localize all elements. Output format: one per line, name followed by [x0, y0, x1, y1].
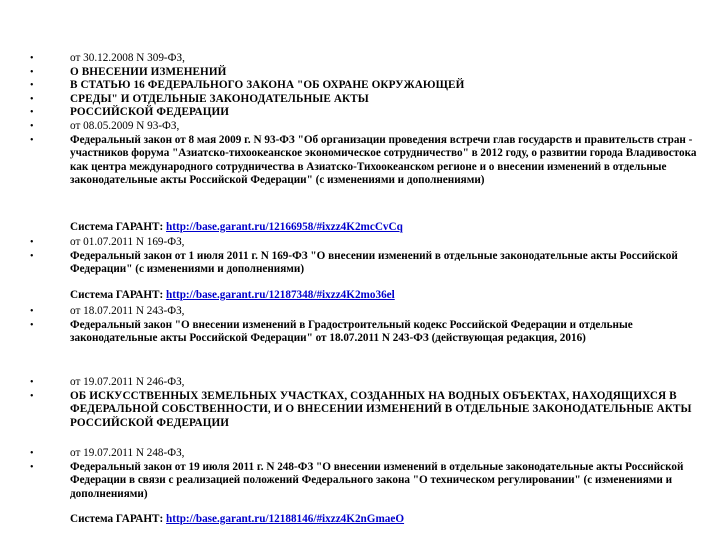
list-item-text: РОССИЙСКОЙ ФЕДЕРАЦИИ	[70, 106, 230, 119]
list-item	[30, 447, 712, 461]
law-list-group-2	[30, 236, 712, 277]
garant-link[interactable]: http://base.garant.ru/12187348/#ixzz4K2mo36el	[166, 289, 395, 301]
law-list-group-5	[30, 447, 712, 501]
list-item-text: от 19.07.2011 N 246-ФЗ,	[70, 376, 185, 388]
law-list-group-4	[30, 376, 712, 430]
list-item	[30, 305, 712, 319]
garant-reference-2	[70, 289, 395, 303]
bullet-icon: •	[30, 134, 34, 146]
list-item-text: ОБ ИСКУССТВЕННЫХ ЗЕМЕЛЬНЫХ УЧАСТКАХ, СОЗДАННЫХ НА ВОДНЫХ ОБЪЕКТАХ, НАХОДЯЩИХСЯ В ФЕДЕРАЛЬНОЙ СОБСТВЕННОСТИ, И О ВНЕСЕНИИ ИЗМЕНЕНИЙ В ОТДЕЛЬНЫЕ ЗАКОНОДАТЕЛЬНЫЕ АКТЫ РОССИЙСКОЙ ФЕДЕРАЦИИ	[70, 389, 692, 429]
garant-label: Система ГАРАНТ:	[70, 513, 167, 525]
list-item-text: Федеральный закон от 19 июля 2011 г. N 248-ФЗ "О внесении изменений в отдельные законодательные акты Российской Федерации в связи с реализацией положений Федерального закона "О техническом регулировании" (с изменениями и дополнениями)	[70, 460, 684, 500]
list-item-text: от 30.12.2008 N 309-ФЗ,	[70, 52, 185, 64]
list-item	[30, 93, 712, 107]
list-item-text: О ВНЕСЕНИИ ИЗМЕНЕНИЙ	[70, 65, 227, 78]
bullet-icon: •	[30, 377, 34, 388]
list-item-text: Федеральный закон от 8 мая 2009 г. N 93-ФЗ "Об организации проведения встречи глав государств и правительств стран - участников форума "Азиатско-тихоокеанское экономическое сотрудничество" в 2012 году, о развитии города Владивостока как центра международного сотрудничества в Азиатско-Тихоокеанском регионе и о внесении изменений в отдельные законодательные акты Российской Федерации" (с изменениями и дополнениями)	[70, 133, 697, 187]
list-item-text: Федеральный закон от 1 июля 2011 г. N 169-ФЗ "О внесении изменений в отдельные законодательные акты Российской Федерации" (с изменениями и дополнениями)	[70, 249, 678, 276]
list-item	[30, 106, 712, 120]
list-item-text: Федеральный закон "О внесении изменений в Градостроительный кодекс Российской Федерации и отдельные законодательные акты Российской Федерации" от 18.07.2011 N 243-ФЗ (действующая редакция, 2016)	[70, 318, 633, 345]
list-item-text: от 18.07.2011 N 243-ФЗ,	[70, 305, 185, 317]
law-list-group-3	[30, 305, 712, 346]
list-item	[30, 236, 712, 250]
garant-label: Система ГАРАНТ:	[70, 289, 167, 301]
list-item	[30, 120, 712, 134]
bullet-icon: •	[30, 66, 34, 78]
list-item	[30, 66, 712, 80]
bullet-icon: •	[30, 93, 34, 105]
list-item	[30, 250, 712, 277]
list-item	[30, 319, 712, 346]
bullet-icon: •	[30, 120, 34, 132]
list-item-text: от 19.07.2011 N 248-ФЗ,	[70, 447, 185, 459]
bullet-icon: •	[30, 306, 34, 317]
list-item	[30, 52, 712, 66]
bullet-icon: •	[30, 390, 34, 402]
list-item	[30, 79, 712, 93]
list-item	[30, 376, 712, 390]
bullet-icon: •	[30, 107, 34, 119]
garant-reference-1	[70, 221, 403, 235]
bullet-icon: •	[30, 461, 34, 473]
list-item-text: от 01.07.2011 N 169-ФЗ,	[70, 236, 185, 248]
garant-link[interactable]: http://base.garant.ru/12166958/#ixzz4K2mcCvCq	[166, 221, 403, 233]
garant-label: Система ГАРАНТ:	[70, 221, 167, 233]
list-item	[30, 390, 712, 431]
bullet-icon: •	[30, 250, 34, 262]
bullet-icon: •	[30, 53, 34, 64]
bullet-icon: •	[30, 80, 34, 92]
bullet-icon: •	[30, 237, 34, 248]
list-item-text: от 08.05.2009 N 93-ФЗ,	[70, 119, 180, 132]
list-item	[30, 461, 712, 502]
garant-link[interactable]: http://base.garant.ru/12188146/#ixzz4K2nGmaeO	[166, 513, 405, 525]
bullet-icon: •	[30, 448, 34, 459]
list-item	[30, 134, 712, 188]
list-item-text: В СТАТЬЮ 16 ФЕДЕРАЛЬНОГО ЗАКОНА "ОБ ОХРАНЕ ОКРУЖАЮЩЕЙ	[70, 79, 465, 92]
list-item-text: СРЕДЫ" И ОТДЕЛЬНЫЕ ЗАКОНОДАТЕЛЬНЫЕ АКТЫ	[70, 92, 369, 105]
garant-reference-3	[70, 513, 404, 527]
law-list-group-1	[30, 52, 712, 188]
bullet-icon: •	[30, 319, 34, 331]
